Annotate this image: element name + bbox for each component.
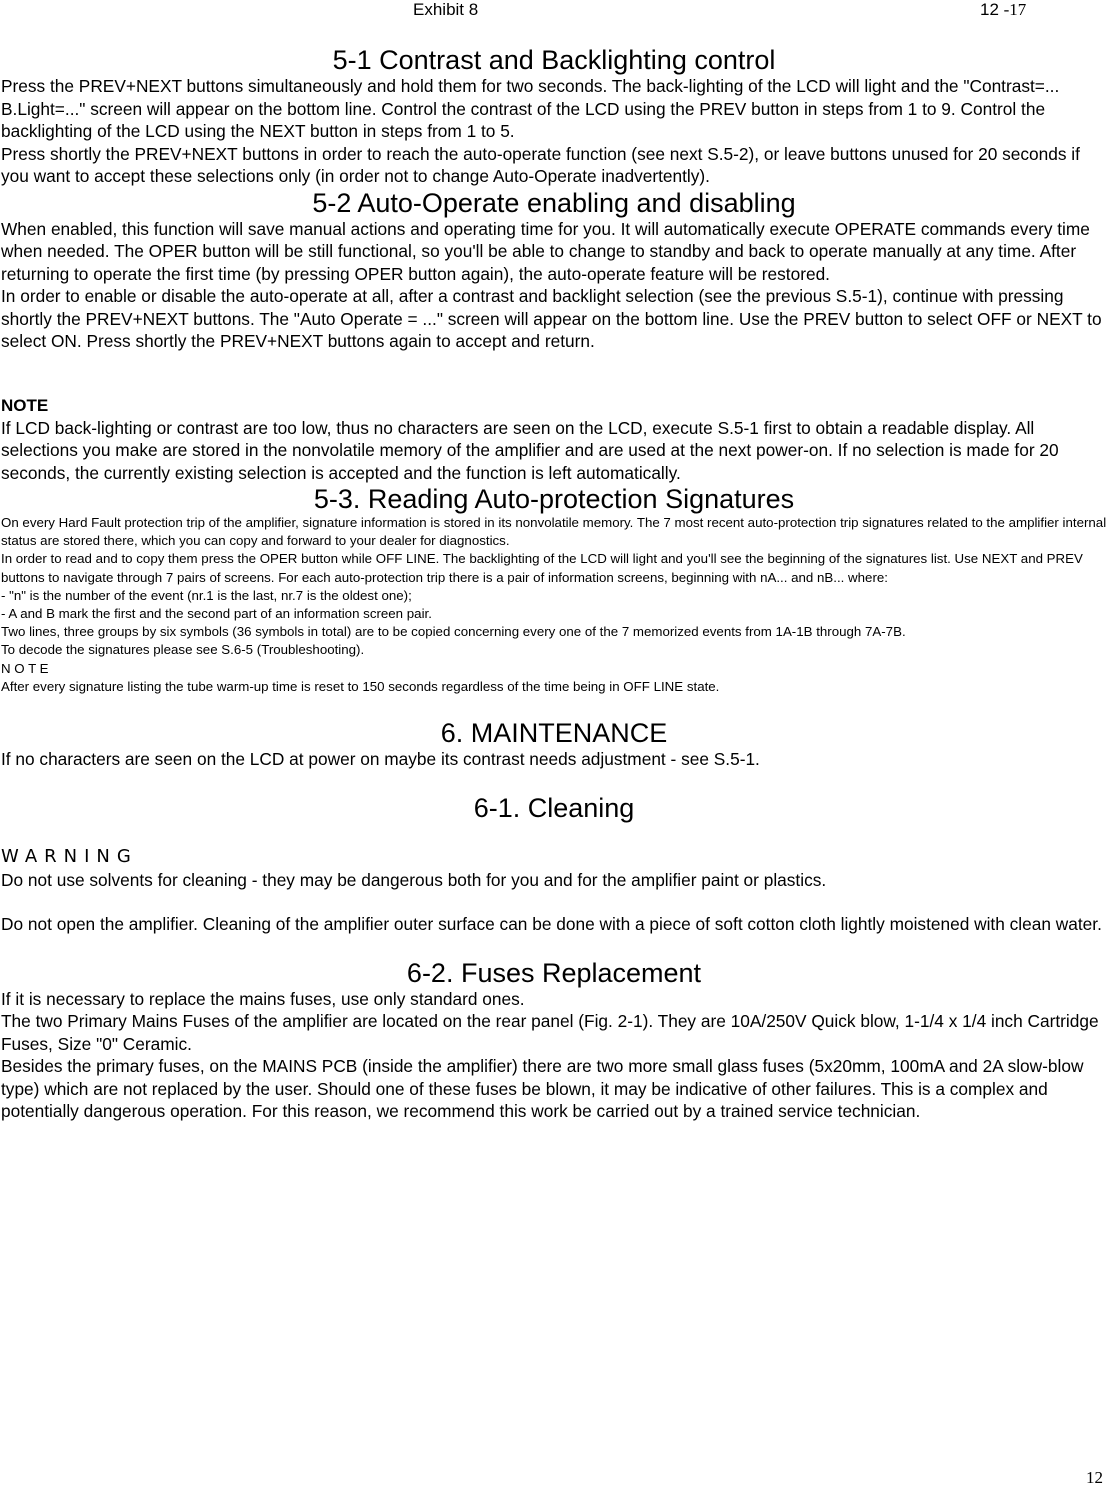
- header-page-prefix: 12: [980, 0, 1004, 19]
- header-page-suffix: -17: [1003, 0, 1027, 19]
- section-6-2-title: 6-2. Fuses Replacement: [406, 957, 702, 988]
- section-6-2-paragraph-1: If it is necessary to replace the mains fuses, use only standard ones.: [1, 988, 525, 1009]
- footer-page-number: 12: [1086, 1468, 1103, 1487]
- spacer: [1, 353, 1107, 395]
- section-5-3-paragraph-4: - A and B mark the first and the second part of an information screen pair.: [1, 606, 432, 622]
- section-6-1-paragraph-1: Do not use solvents for cleaning - they may be dangerous both for you and for the amplifier paint or plastics.: [1, 869, 827, 890]
- section-5-3-paragraph-1: On every Hard Fault protection trip of the amplifier, signature information is stored in its nonvolatile memory. The 7 most recent auto-protection trip signatures related to the amplifier internal status are stored there, which you can copy and forward to your dealer for diagnostics.: [1, 515, 1107, 549]
- section-6-1-paragraph-2: Do not open the amplifier. Cleaning of the amplifier outer surface can be done with a piece of soft cotton cloth lightly moistened with clean water.: [1, 914, 1102, 935]
- section-6-paragraph-1: If no characters are seen on the LCD at power on maybe its contrast needs adjustment - see S.5-1.: [1, 749, 760, 770]
- header-page-number: [980, 0, 1026, 20]
- section-5-3-paragraph-6: To decode the signatures please see S.6-5 (Troubleshooting).: [1, 642, 365, 658]
- spacer: [1, 771, 1107, 793]
- header-title: Exhibit 8: [413, 0, 479, 19]
- spacer: [1, 696, 1107, 718]
- section-5-3-paragraph-3: - "n" is the number of the event (nr.1 is the last, nr.7 is the oldest one);: [1, 587, 412, 603]
- spacer: [1, 936, 1107, 958]
- section-5-1-title: 5-1 Contrast and Backlighting control: [332, 45, 776, 75]
- note-heading: NOTE: [1, 395, 49, 415]
- section-5-2-paragraph-2: In order to enable or disable the auto-operate at all, after a contrast and backlight selection (see the previous S.5-1), continue with pressing shortly the PREV+NEXT buttons. The "Auto Operate = ..." screen will appear on the bottom line. Use the PREV button to select OFF or NEXT to select ON. Press shortly the PREV+NEXT buttons again to accept and return.: [1, 286, 1102, 351]
- section-5-3-paragraph-2: In order to read and to copy them press the OPER button while OFF LINE. The backlighting of the LCD will light and you'll see the beginning of the signatures list. Use NEXT and PREV buttons to navigate through 7 pairs of screens. For each auto-protection trip there is a pair of information screens, beginning with nA... and nB... where:: [1, 551, 1083, 585]
- section-6-1-title: 6-1. Cleaning: [473, 792, 635, 823]
- warning-heading: WARNING: [1, 845, 138, 867]
- section-5-3-title: 5-3. Reading Auto-protection Signatures: [313, 484, 795, 514]
- document-body: [1, 45, 1107, 1123]
- section-6-title: 6. MAINTENANCE: [440, 718, 668, 749]
- section-6-2-paragraph-2: The two Primary Mains Fuses of the amplifier are located on the rear panel (Fig. 2-1). They are 10A/250V Quick blow, 1-1/4 x 1/4 inch Cartridge Fuses, Size "0" Ceramic.: [1, 1011, 1099, 1054]
- section-5-3-note-heading: N O T E: [1, 660, 49, 676]
- section-5-3-paragraph-5: Two lines, three groups by six symbols (36 symbols in total) are to be copied concerning every one of the 7 memorized events from 1A-1B through 7A-7B.: [1, 624, 906, 640]
- section-5-1-paragraph-2: Press shortly the PREV+NEXT buttons in order to reach the auto-operate function (see next S.5-2), or leave buttons unused for 20 seconds if you want to accept these selections only (in order not to change Auto-Operate inadvertently).: [1, 143, 1080, 186]
- section-5-2-title: 5-2 Auto-Operate enabling and disabling: [312, 187, 796, 218]
- note-text: If LCD back-lighting or contrast are too low, thus no characters are seen on the LCD, execute S.5-1 first to obtain a readable display. All selections you make are stored in the nonvolatile memory of the amplifier and are used at the next power-on. If no selection is made for 20 seconds, the currently existing selection is accepted and the function is left automatically.: [1, 417, 1059, 483]
- section-5-1-paragraph-1: Press the PREV+NEXT buttons simultaneously and hold them for two seconds. The back-lighting of the LCD will light and the "Contrast=... B.Light=..." screen will appear on the bottom line. Control the contrast of the LCD using the PREV button in steps from 1 to 9. Control the backlighting of the LCD using the NEXT button in steps from 1 to 5.: [1, 76, 1060, 141]
- spacer: [1, 891, 1107, 913]
- spacer: [1, 823, 1107, 845]
- section-5-3-note-text: After every signature listing the tube warm-up time is reset to 150 seconds regardless of the time being in OFF LINE state.: [1, 678, 720, 694]
- section-5-2-paragraph-1: When enabled, this function will save manual actions and operating time for you. It will automatically execute OPERATE commands every time when needed. The OPER button will be still functional, so you'll be able to change to standby and back to operate manually at any time. After returning to operate the first time (by pressing OPER button again), the auto-operate feature will be restored.: [1, 218, 1090, 284]
- section-6-2-paragraph-3: Besides the primary fuses, on the MAINS PCB (inside the amplifier) there are two more small glass fuses (5x20mm, 100mA and 2A slow-blow type) which are not replaced by the user. Should one of these fuses be blown, it may be indicative of other failures. This is a complex and potentially dangerous operation. For this reason, we recommend this work be carried out by a trained service technician.: [1, 1056, 1084, 1122]
